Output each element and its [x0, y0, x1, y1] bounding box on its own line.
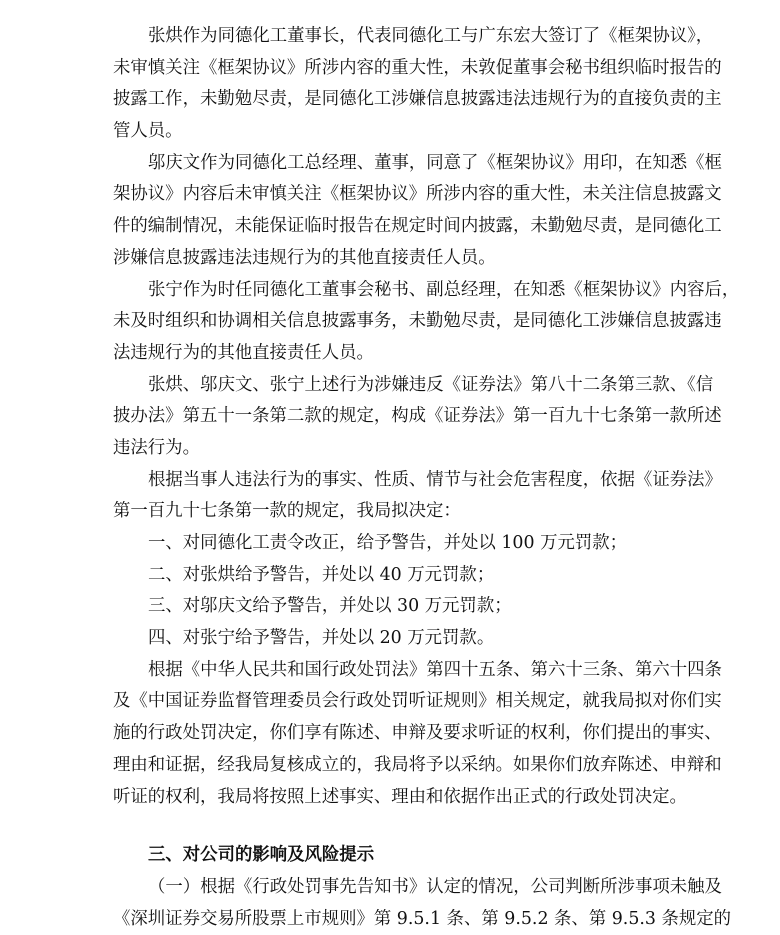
paragraph	[113, 560, 680, 592]
paragraph-line: 张宁作为时任同德化工董事会秘书、副总经理，在知悉《框架协议》内容后，	[148, 279, 740, 300]
paragraph-line: 违法行为。	[113, 437, 200, 458]
paragraph-line: 张烘、邬庆文、张宁上述行为涉嫌违反《证券法》第八十二条第三款、《信	[148, 374, 714, 395]
paragraph	[113, 148, 722, 275]
paragraph-line: 根据《中华人民共和国行政处罚法》第四十五条、第六十三条、第六十四条	[148, 659, 722, 680]
paragraph-line: 四、对张宁给予警告，并处以 20 万元罚款。	[148, 628, 495, 649]
paragraph-line: 《深圳证券交易所股票上市规则》第 9.5.1 条、第 9.5.2 条、第 9.5.3 条规定的	[113, 908, 732, 929]
paragraph-line: 第一百九十七条第一款的规定，我局拟决定：	[113, 501, 461, 522]
paragraph	[113, 655, 722, 813]
heading-text: 三、对公司的影响及风险提示	[148, 845, 375, 866]
paragraph-line: 披露工作，未勤勉尽责，是同德化工涉嫌信息披露违法违规行为的直接负责的主	[113, 89, 722, 110]
paragraph-line: 涉嫌信息披露违法违规行为的其他直接责任人员。	[113, 247, 496, 268]
paragraph-line: 二、对张烘给予警告，并处以 40 万元罚款；	[148, 564, 495, 585]
paragraph	[113, 21, 722, 148]
paragraph-line: 一、对同德化工责令改正，给予警告，并处以 100 万元罚款；	[148, 533, 628, 553]
paragraph-line: 施的行政处罚决定，你们享有陈述、申辩及要求听证的权利，你们提出的事实、	[113, 723, 722, 744]
paragraph-line: 邬庆文作为同德化工总经理、董事，同意了《框架协议》用印，在知悉《框	[148, 152, 722, 173]
paragraph-line: 及《中国证券监督管理委员会行政处罚听证规则》相关规定，就我局拟对你们实	[113, 691, 722, 712]
paragraph-line: 理由和证据，经我局复核成立的，我局将予以采纳。如果你们放弃陈述、申辩和	[113, 754, 722, 775]
paragraph-line: 根据当事人违法行为的事实、性质、情节与社会危害程度，依据《证券法》	[148, 469, 722, 490]
paragraph	[113, 528, 680, 560]
paragraph-line: 架协议》内容后未审慎关注《框架协议》所涉内容的重大性，未关注信息披露文	[113, 184, 722, 205]
paragraph-line: 法违规行为的其他直接责任人员。	[113, 342, 374, 363]
paragraph-line: （一）根据《行政处罚事先告知书》认定的情况，公司判断所涉事项未触及	[148, 876, 722, 897]
section-heading	[113, 840, 680, 872]
paragraph	[113, 370, 722, 465]
paragraph	[113, 623, 680, 655]
paragraph	[113, 465, 722, 528]
paragraph	[113, 872, 732, 935]
paragraph-line: 披办法》第五十一条第二款的规定，构成《证券法》第一百九十七条第一款所述	[113, 406, 722, 427]
paragraph	[113, 275, 740, 370]
paragraph-line: 听证的权利，我局将按照上述事实、理由和依据作出正式的行政处罚决定。	[113, 786, 687, 807]
paragraph-line: 张烘作为同德化工董事长，代表同德化工与广东宏大签订了《框架协议》，	[148, 26, 714, 46]
paragraph-line: 未审慎关注《框架协议》所涉内容的重大性，未敦促董事会秘书组织临时报告的	[113, 57, 722, 78]
paragraph-line: 三、对邬庆文给予警告，并处以 30 万元罚款；	[148, 596, 512, 617]
paragraph	[113, 591, 680, 623]
document-page	[113, 21, 740, 935]
paragraph-line: 管人员。	[113, 121, 183, 142]
paragraph-line: 件的编制情况，未能保证临时报告在规定时间内披露，未勤勉尽责，是同德化工	[113, 216, 722, 237]
paragraph-line: 未及时组织和协调相关信息披露事务，未勤勉尽责，是同德化工涉嫌信息披露违	[113, 311, 722, 332]
